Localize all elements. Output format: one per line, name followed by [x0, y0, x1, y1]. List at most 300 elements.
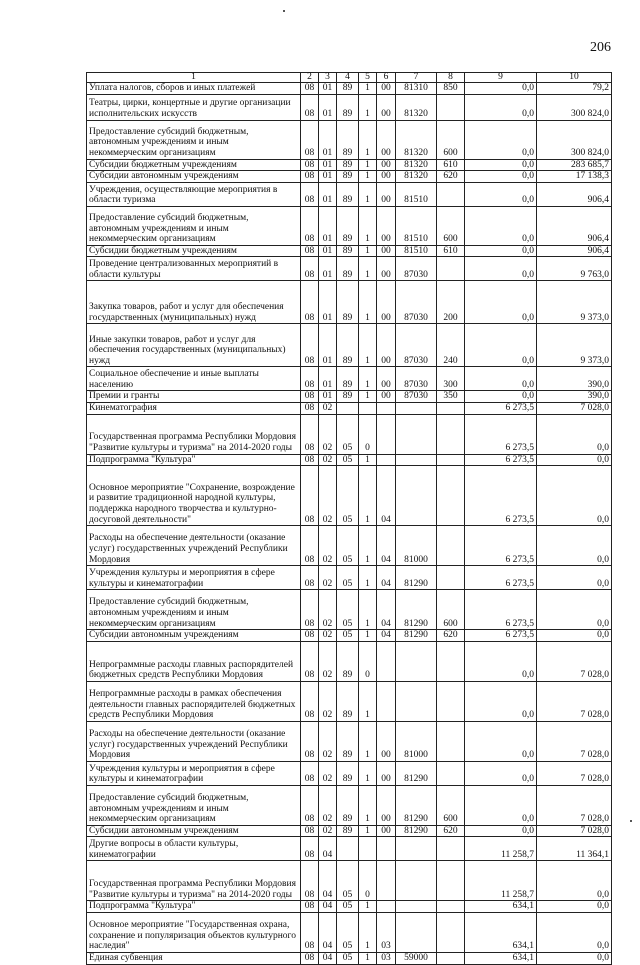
- col-subsection: 02: [319, 761, 337, 785]
- col-measure: 81510: [396, 206, 437, 245]
- col-measure: 81290: [396, 761, 437, 785]
- col-expense-type: 610: [437, 245, 465, 257]
- header-cell-col-name: 1: [87, 73, 301, 83]
- col-subprogram: 1: [359, 466, 377, 526]
- col-year-2: 11 364,1: [537, 837, 612, 861]
- col-subprogram: [359, 837, 377, 861]
- col-name: Закупка товаров, работ и услуг для обеспечения государственных (муниципальных) нужд: [87, 281, 301, 324]
- header-cell-col-subprogram: 5: [359, 73, 377, 83]
- col-subsection: 04: [319, 861, 337, 901]
- col-year-2: 0,0: [537, 861, 612, 901]
- col-subsection: 02: [319, 526, 337, 566]
- col-year-1: 0,0: [465, 257, 537, 281]
- col-direction: 00: [377, 391, 396, 403]
- col-name: Предоставление субсидий бюджетным, автономным учреждениям и иным некоммерческим организациям: [87, 590, 301, 630]
- col-subsection: 02: [319, 825, 337, 837]
- col-section: 08: [301, 837, 319, 861]
- col-name: Субсидии бюджетным учреждениям: [87, 245, 301, 257]
- header-cell-col-subsection: 3: [319, 73, 337, 83]
- col-year-1: 6 273,5: [465, 526, 537, 566]
- table-row: [87, 566, 612, 590]
- col-name: Премии и гранты: [87, 391, 301, 403]
- col-year-2: 7 028,0: [537, 641, 612, 681]
- col-subsection: 02: [319, 454, 337, 466]
- table-row: [87, 257, 612, 281]
- col-direction: [377, 414, 396, 454]
- col-subprogram: 1: [359, 367, 377, 391]
- col-year-1: 0,0: [465, 761, 537, 785]
- col-expense-type: [437, 454, 465, 466]
- col-expense-type: [437, 566, 465, 590]
- col-section: 08: [301, 454, 319, 466]
- col-name: Государственная программа Республики Мордовия "Развитие культуры и туризма" на 2014-2020 годы: [87, 414, 301, 454]
- col-measure: [396, 861, 437, 901]
- col-section: 08: [301, 367, 319, 391]
- col-year-1: 6 273,5: [465, 414, 537, 454]
- col-expense-type: [437, 526, 465, 566]
- table-row: [87, 901, 612, 913]
- header-cell-col-section: 2: [301, 73, 319, 83]
- col-program: 89: [337, 281, 359, 324]
- col-section: 08: [301, 825, 319, 837]
- col-subsection: 01: [319, 281, 337, 324]
- col-expense-type: [437, 912, 465, 952]
- col-year-2: 906,4: [537, 182, 612, 206]
- col-measure: 87030: [396, 281, 437, 324]
- col-subprogram: 1: [359, 526, 377, 566]
- table-row: [87, 630, 612, 642]
- col-subprogram: 1: [359, 785, 377, 825]
- col-name: Театры, цирки, концертные и другие организации исполнительских искусств: [87, 94, 301, 120]
- col-year-1: 0,0: [465, 785, 537, 825]
- col-expense-type: [437, 402, 465, 414]
- col-year-1: 6 273,5: [465, 566, 537, 590]
- col-year-2: 0,0: [537, 526, 612, 566]
- col-measure: [396, 414, 437, 454]
- col-year-2: 0,0: [537, 590, 612, 630]
- col-year-2: 17 138,3: [537, 171, 612, 183]
- col-program: 05: [337, 912, 359, 952]
- table-row: [87, 171, 612, 183]
- col-subprogram: 1: [359, 83, 377, 95]
- col-program: 89: [337, 391, 359, 403]
- col-subprogram: 1: [359, 566, 377, 590]
- col-expense-type: 600: [437, 590, 465, 630]
- col-name: Предоставление субсидий бюджетным, автономным учреждениям и иным некоммерческим организациям: [87, 206, 301, 245]
- col-measure: 81290: [396, 825, 437, 837]
- col-year-2: 9 763,0: [537, 257, 612, 281]
- col-section: 08: [301, 83, 319, 95]
- col-subprogram: 1: [359, 120, 377, 159]
- col-name: Другие вопросы в области культуры, кинематографии: [87, 837, 301, 861]
- col-year-1: 0,0: [465, 391, 537, 403]
- table-row: [87, 182, 612, 206]
- col-expense-type: [437, 837, 465, 861]
- col-subsection: 02: [319, 630, 337, 642]
- col-measure: 81290: [396, 590, 437, 630]
- col-subsection: 02: [319, 590, 337, 630]
- table-row: [87, 721, 612, 761]
- col-direction: 00: [377, 324, 396, 367]
- col-program: 89: [337, 245, 359, 257]
- col-section: 08: [301, 912, 319, 952]
- col-expense-type: 600: [437, 120, 465, 159]
- col-measure: 81290: [396, 785, 437, 825]
- col-section: 08: [301, 526, 319, 566]
- col-direction: 03: [377, 912, 396, 952]
- header-cell-col-year-2: 10: [537, 73, 612, 83]
- col-year-1: 0,0: [465, 681, 537, 721]
- col-direction: [377, 861, 396, 901]
- col-section: 08: [301, 182, 319, 206]
- col-year-2: 0,0: [537, 566, 612, 590]
- col-subsection: 01: [319, 206, 337, 245]
- col-name: Основное мероприятие "Государственная охрана, сохранение и популяризация объектов культурного наследия": [87, 912, 301, 952]
- col-section: 08: [301, 721, 319, 761]
- table-row: [87, 245, 612, 257]
- col-subsection: 01: [319, 182, 337, 206]
- col-subprogram: 1: [359, 257, 377, 281]
- col-expense-type: [437, 182, 465, 206]
- col-direction: 00: [377, 83, 396, 95]
- col-program: 05: [337, 466, 359, 526]
- col-year-1: 11 258,7: [465, 861, 537, 901]
- col-measure: 81320: [396, 171, 437, 183]
- col-expense-type: [437, 641, 465, 681]
- table-row: [87, 861, 612, 901]
- col-subsection: 01: [319, 391, 337, 403]
- col-year-2: 283 685,7: [537, 159, 612, 171]
- table-row: [87, 454, 612, 466]
- table-row: [87, 526, 612, 566]
- table-body: [87, 83, 612, 965]
- col-subsection: 04: [319, 837, 337, 861]
- col-subsection: 02: [319, 414, 337, 454]
- col-direction: 04: [377, 526, 396, 566]
- col-year-2: 300 824,0: [537, 120, 612, 159]
- col-section: 08: [301, 245, 319, 257]
- col-measure: [396, 402, 437, 414]
- col-subsection: 01: [319, 245, 337, 257]
- table-row: [87, 324, 612, 367]
- col-program: 89: [337, 785, 359, 825]
- col-section: 08: [301, 257, 319, 281]
- col-direction: 04: [377, 566, 396, 590]
- table-row: [87, 785, 612, 825]
- col-year-2: 0,0: [537, 952, 612, 964]
- col-direction: 00: [377, 94, 396, 120]
- header-cell-col-year-1: 9: [465, 73, 537, 83]
- col-subsection: 01: [319, 171, 337, 183]
- col-program: [337, 402, 359, 414]
- col-measure: [396, 681, 437, 721]
- col-expense-type: 850: [437, 83, 465, 95]
- col-name: Учреждения культуры и мероприятия в сфере культуры и кинематографии: [87, 566, 301, 590]
- table-row: [87, 590, 612, 630]
- col-section: 08: [301, 466, 319, 526]
- col-measure: 59000: [396, 952, 437, 964]
- col-subprogram: 1: [359, 94, 377, 120]
- col-name: Подпрограмма "Культура": [87, 901, 301, 913]
- col-measure: [396, 454, 437, 466]
- col-program: 05: [337, 590, 359, 630]
- col-program: 89: [337, 159, 359, 171]
- col-year-2: 390,0: [537, 391, 612, 403]
- col-subsection: 01: [319, 324, 337, 367]
- col-section: 08: [301, 785, 319, 825]
- col-expense-type: [437, 952, 465, 964]
- col-expense-type: [437, 721, 465, 761]
- col-direction: 00: [377, 721, 396, 761]
- col-program: 89: [337, 83, 359, 95]
- col-direction: 00: [377, 171, 396, 183]
- table-row: [87, 952, 612, 964]
- col-section: 08: [301, 391, 319, 403]
- table-row: [87, 681, 612, 721]
- table-row: [87, 83, 612, 95]
- table-row: [87, 912, 612, 952]
- col-year-1: 0,0: [465, 182, 537, 206]
- col-year-2: 0,0: [537, 414, 612, 454]
- col-year-1: 0,0: [465, 171, 537, 183]
- col-expense-type: 610: [437, 159, 465, 171]
- col-direction: 00: [377, 120, 396, 159]
- col-year-1: 0,0: [465, 120, 537, 159]
- col-expense-type: 200: [437, 281, 465, 324]
- col-subprogram: 1: [359, 159, 377, 171]
- col-year-1: 0,0: [465, 245, 537, 257]
- col-section: 08: [301, 641, 319, 681]
- col-program: 89: [337, 825, 359, 837]
- col-expense-type: 600: [437, 206, 465, 245]
- col-subsection: 02: [319, 721, 337, 761]
- col-year-2: 0,0: [537, 901, 612, 913]
- col-subsection: 02: [319, 466, 337, 526]
- col-section: 08: [301, 206, 319, 245]
- col-direction: [377, 901, 396, 913]
- col-measure: 81320: [396, 159, 437, 171]
- col-name: Предоставление субсидий бюджетным, автономным учреждениям и иным некоммерческим организациям: [87, 120, 301, 159]
- col-program: 05: [337, 952, 359, 964]
- col-subsection: 01: [319, 83, 337, 95]
- table-row: [87, 120, 612, 159]
- page-number: 206: [590, 40, 611, 55]
- col-name: Иные закупки товаров, работ и услуг для обеспечения государственных (муниципальных) нужд: [87, 324, 301, 367]
- col-subprogram: 1: [359, 391, 377, 403]
- col-name: Субсидии бюджетным учреждениям: [87, 159, 301, 171]
- col-name: Непрограммные расходы в рамках обеспечения деятельности главных распорядителей бюджетных средств Республики Мордовия: [87, 681, 301, 721]
- col-program: 89: [337, 761, 359, 785]
- col-expense-type: [437, 861, 465, 901]
- col-program: 05: [337, 526, 359, 566]
- col-name: Социальное обеспечение и иные выплаты населению: [87, 367, 301, 391]
- header-cell-col-direction: 6: [377, 73, 396, 83]
- col-year-1: 634,1: [465, 912, 537, 952]
- scan-speck: [283, 10, 285, 12]
- col-subsection: 01: [319, 257, 337, 281]
- col-year-2: 0,0: [537, 630, 612, 642]
- budget-table: [86, 72, 612, 965]
- table-row: [87, 641, 612, 681]
- col-subsection: 01: [319, 94, 337, 120]
- col-name: Субсидии автономным учреждениям: [87, 630, 301, 642]
- col-program: 89: [337, 324, 359, 367]
- col-program: 89: [337, 182, 359, 206]
- col-program: 89: [337, 367, 359, 391]
- col-year-1: 6 273,5: [465, 466, 537, 526]
- col-measure: [396, 901, 437, 913]
- col-expense-type: 350: [437, 391, 465, 403]
- col-year-2: 0,0: [537, 454, 612, 466]
- col-section: 08: [301, 590, 319, 630]
- col-direction: 00: [377, 367, 396, 391]
- col-subprogram: [359, 402, 377, 414]
- col-direction: 04: [377, 630, 396, 642]
- col-program: 05: [337, 454, 359, 466]
- col-measure: 81290: [396, 630, 437, 642]
- table-row: [87, 206, 612, 245]
- col-measure: 81510: [396, 245, 437, 257]
- col-subsection: 02: [319, 566, 337, 590]
- col-year-1: 6 273,5: [465, 590, 537, 630]
- col-expense-type: 620: [437, 630, 465, 642]
- col-direction: 04: [377, 466, 396, 526]
- col-name: Субсидии автономным учреждениям: [87, 825, 301, 837]
- col-program: [337, 837, 359, 861]
- col-name: Единая субвенция: [87, 952, 301, 964]
- col-name: Кинематография: [87, 402, 301, 414]
- col-direction: [377, 681, 396, 721]
- col-subprogram: 1: [359, 324, 377, 367]
- col-program: 05: [337, 861, 359, 901]
- col-year-1: 0,0: [465, 324, 537, 367]
- col-expense-type: [437, 257, 465, 281]
- col-subprogram: 1: [359, 901, 377, 913]
- col-name: Расходы на обеспечение деятельности (оказание услуг) государственных учреждений Республики Мордовия: [87, 721, 301, 761]
- col-name: Проведение централизованных мероприятий в области культуры: [87, 257, 301, 281]
- col-year-1: 6 273,5: [465, 630, 537, 642]
- header-cell-col-expense-type: 8: [437, 73, 465, 83]
- col-expense-type: 300: [437, 367, 465, 391]
- table-row: [87, 825, 612, 837]
- col-measure: 81000: [396, 721, 437, 761]
- col-subprogram: 1: [359, 245, 377, 257]
- col-year-1: 634,1: [465, 901, 537, 913]
- col-year-1: 11 258,7: [465, 837, 537, 861]
- col-section: 08: [301, 159, 319, 171]
- col-direction: 00: [377, 825, 396, 837]
- col-year-2: 7 028,0: [537, 825, 612, 837]
- col-program: 05: [337, 566, 359, 590]
- col-subprogram: 1: [359, 630, 377, 642]
- col-subsection: 02: [319, 785, 337, 825]
- col-measure: [396, 912, 437, 952]
- col-expense-type: [437, 681, 465, 721]
- col-subprogram: 1: [359, 681, 377, 721]
- col-subprogram: 1: [359, 721, 377, 761]
- col-direction: 00: [377, 281, 396, 324]
- col-program: 89: [337, 681, 359, 721]
- col-year-2: 9 373,0: [537, 324, 612, 367]
- col-subprogram: 0: [359, 641, 377, 681]
- col-subprogram: 0: [359, 861, 377, 901]
- col-year-1: 6 273,5: [465, 402, 537, 414]
- col-measure: 87030: [396, 324, 437, 367]
- col-name: Государственная программа Республики Мордовия "Развитие культуры и туризма" на 2014-2020 годы: [87, 861, 301, 901]
- col-direction: 00: [377, 257, 396, 281]
- col-subsection: 01: [319, 159, 337, 171]
- col-subprogram: 1: [359, 825, 377, 837]
- col-expense-type: [437, 901, 465, 913]
- col-section: 08: [301, 281, 319, 324]
- col-measure: 81000: [396, 526, 437, 566]
- col-program: 89: [337, 94, 359, 120]
- col-subsection: 04: [319, 901, 337, 913]
- col-year-1: 0,0: [465, 721, 537, 761]
- col-name: Субсидии автономным учреждениям: [87, 171, 301, 183]
- col-expense-type: 620: [437, 171, 465, 183]
- col-program: 89: [337, 721, 359, 761]
- col-direction: [377, 402, 396, 414]
- table-row: [87, 414, 612, 454]
- col-measure: 81320: [396, 120, 437, 159]
- col-year-2: 7 028,0: [537, 681, 612, 721]
- col-program: 89: [337, 120, 359, 159]
- table-row: [87, 391, 612, 403]
- col-section: 08: [301, 402, 319, 414]
- col-subprogram: 0: [359, 414, 377, 454]
- col-section: 08: [301, 171, 319, 183]
- col-subprogram: 1: [359, 912, 377, 952]
- col-name: Учреждения культуры и мероприятия в сфере культуры и кинематографии: [87, 761, 301, 785]
- col-program: 89: [337, 171, 359, 183]
- col-section: 08: [301, 952, 319, 964]
- table-row: [87, 466, 612, 526]
- table-row: [87, 281, 612, 324]
- col-expense-type: [437, 94, 465, 120]
- col-section: 08: [301, 761, 319, 785]
- col-direction: 00: [377, 785, 396, 825]
- col-direction: 03: [377, 952, 396, 964]
- table-row: [87, 761, 612, 785]
- col-subsection: 02: [319, 402, 337, 414]
- col-section: 08: [301, 861, 319, 901]
- col-measure: [396, 641, 437, 681]
- col-program: 05: [337, 414, 359, 454]
- col-year-1: 0,0: [465, 825, 537, 837]
- col-direction: [377, 837, 396, 861]
- table-row: [87, 837, 612, 861]
- scan-speck: [630, 820, 632, 822]
- col-direction: 00: [377, 159, 396, 171]
- col-section: 08: [301, 94, 319, 120]
- col-subprogram: 1: [359, 171, 377, 183]
- col-year-2: 79,2: [537, 83, 612, 95]
- col-year-1: 0,0: [465, 206, 537, 245]
- col-year-1: 0,0: [465, 94, 537, 120]
- col-year-2: 906,4: [537, 245, 612, 257]
- col-direction: 00: [377, 182, 396, 206]
- col-measure: 87030: [396, 257, 437, 281]
- col-program: 89: [337, 641, 359, 681]
- col-year-2: 300 824,0: [537, 94, 612, 120]
- col-year-1: 0,0: [465, 159, 537, 171]
- col-expense-type: [437, 761, 465, 785]
- col-measure: 81510: [396, 182, 437, 206]
- col-direction: [377, 454, 396, 466]
- col-subprogram: 1: [359, 182, 377, 206]
- table-row: [87, 94, 612, 120]
